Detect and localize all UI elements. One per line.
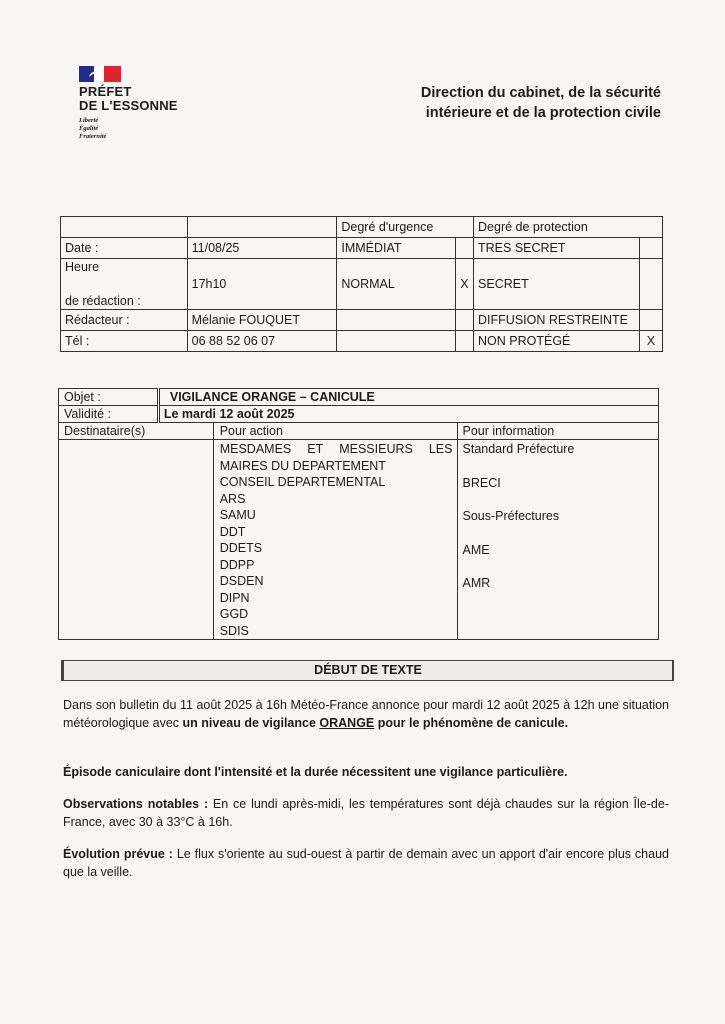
list-item: BRECI [462, 475, 501, 490]
protection-non-protege-mark: X [639, 331, 662, 352]
list-item: Sous-Préfectures [462, 509, 560, 523]
tel-value: 06 88 52 06 07 [187, 331, 337, 352]
objet-label: Objet : [59, 389, 159, 406]
direction-heading: Direction du cabinet, de la sécurité intérieure et de la protection civile [420, 85, 661, 121]
list-item: SAMU [219, 508, 256, 522]
paragraph-observations: Observations notables : En ce lundi après-midi, les températures sont déjà chaudes sur la région Île-de-France, avec 30 à 33°C à 16h. [63, 797, 669, 829]
col-protection-header: Degré de protection [474, 217, 663, 238]
validite-value: Le mardi 12 août 2025 [158, 406, 658, 423]
urgence-normal-mark: X [455, 259, 473, 310]
heure-value: 17h10 [187, 259, 337, 310]
redacteur-label: Rédacteur : [61, 310, 188, 331]
meta-table [60, 216, 663, 352]
protection-diffusion: DIFFUSION RESTREINTE [474, 310, 640, 331]
tel-label: Tél : [61, 331, 188, 352]
list-item: MAIRES DU DEPARTEMENT [219, 458, 386, 473]
list-item: ARS [219, 491, 246, 506]
list-item: Standard Préfecture [462, 442, 575, 456]
paragraph-bulletin: Dans son bulletin du 11 août 2025 à 16h Météo-France annonce pour mardi 12 août 2025 à 12h une situation météorologique avec un niveau de vigilance ORANGE pour le phénomène de canicule. [63, 698, 669, 730]
list-item: AMR [462, 576, 491, 590]
validite-label: Validité : [59, 406, 159, 423]
protection-tres-secret: TRES SECRET [474, 238, 640, 259]
list-item: DIPN [219, 590, 250, 605]
heure-label: Heure de rédaction : [61, 259, 188, 310]
destinataires-label: Destinataire(s) [59, 423, 214, 440]
date-label: Date : [61, 238, 188, 259]
list-item: GGD [219, 607, 249, 621]
list-item: DDETS [219, 541, 263, 555]
prefecture-logo [79, 66, 178, 141]
protection-secret: SECRET [474, 259, 640, 310]
paragraph-episode: Épisode caniculaire dont l'intensité et la durée nécessitent une vigilance particulière. [63, 765, 568, 779]
paragraph-evolution: Évolution prévue : Le flux s'oriente au sud-ouest à partir de demain avec un apport d'air encore plus chaud que la veille. [63, 847, 669, 879]
urgence-normal: NORMAL [337, 259, 456, 310]
list-item: AME [462, 542, 490, 557]
list-item: DDT [219, 524, 246, 539]
objet-value: VIGILANCE ORANGE – CANICULE [158, 389, 658, 406]
object-table [58, 388, 659, 640]
debut-texte-banner: DÉBUT DE TEXTE [61, 660, 674, 681]
list-item: MESDAMES ET MESSIEURS LES [219, 442, 453, 456]
pour-information-header: Pour information [457, 423, 658, 440]
pour-action-header: Pour action [213, 423, 457, 440]
redacteur-value: Mélanie FOUQUET [187, 310, 337, 331]
date-value: 11/08/25 [187, 238, 337, 259]
list-item: DDPP [219, 557, 255, 572]
urgence-immediat: IMMÉDIAT [337, 238, 456, 259]
marianne-flag-icon [79, 66, 121, 82]
list-item: DSDEN [219, 574, 264, 588]
list-item: CONSEIL DEPARTEMENTAL [219, 475, 386, 489]
list-item: SDIS [219, 623, 249, 638]
prefet-title: PRÉFET DE L'ESSONNE [79, 84, 178, 113]
information-list [457, 440, 658, 640]
col-urgence-header: Degré d'urgence [337, 217, 474, 238]
action-list [213, 440, 457, 640]
protection-non-protege: NON PROTÉGÉ [474, 331, 640, 352]
devise: Liberté Égalité Fraternité [79, 117, 107, 140]
